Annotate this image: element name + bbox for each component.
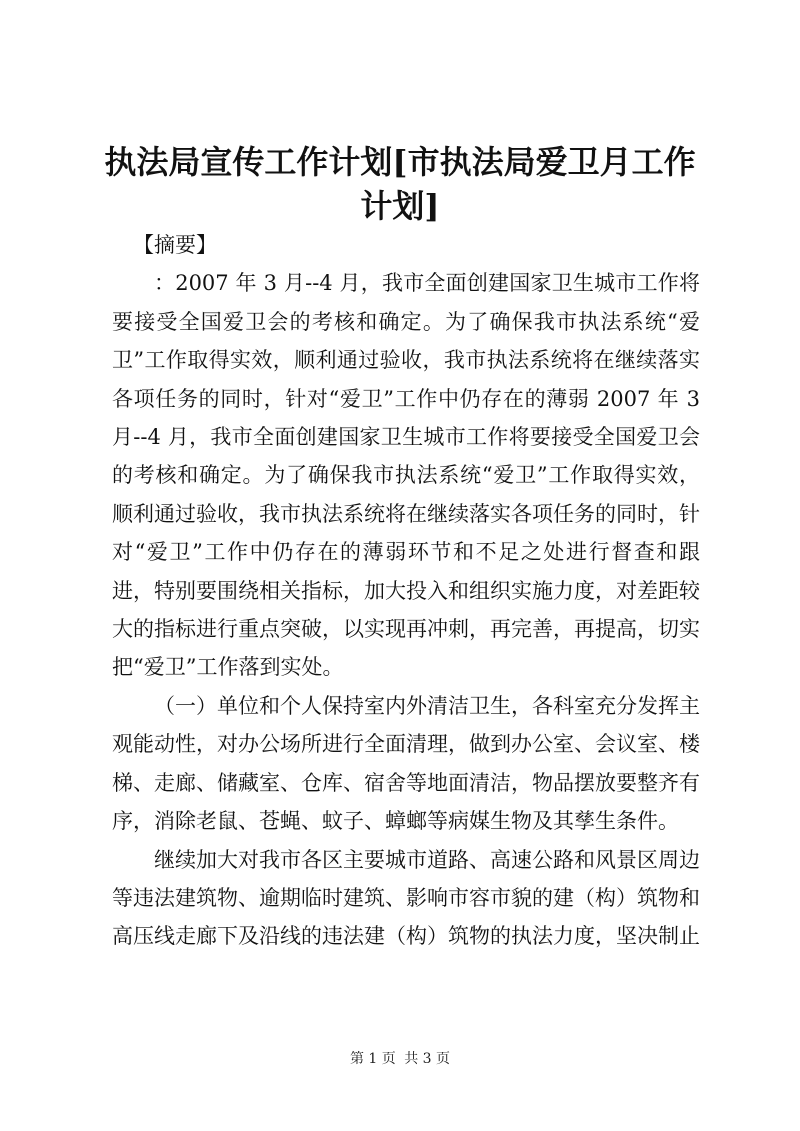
abstract-label: 【摘要】 bbox=[133, 233, 217, 257]
document-title: 执法局宣传工作计划[市执法局爱卫月工作计划] bbox=[104, 143, 696, 225]
paragraph-abstract: ：2007 年 3 月--4 月，我市全面创建国家卫生城市工作将要接受全国爱卫会的考核和确定。为了确保我市执法系统“爱卫”工作取得实效，顺利通过验收，我市执法系统将在继续落实各项任务的同时，针对“爱卫”工作中仍存在的薄弱 2007 年 3 月--4 月，我市全面创建国家卫生城市工作将要接受全国爱卫会的考核和确定。为了确保我市执法系统“爱卫”工作取得实效，顺利通过验收，我市执法系统将在继续落实各项任务的同时，针对“爱卫”工作中仍存在的薄弱环节和不足之处进行督查和跟进，特别要围绕相关指标，加大投入和组织实施力度，对差距较大的指标进行重点突破，以实现再冲刺，再完善，再提高，切实把“爱卫”工作落到实处。 bbox=[112, 271, 700, 680]
page-total: 共 3 页 bbox=[404, 1051, 451, 1067]
document-body bbox=[112, 226, 700, 956]
page-number: 第 1 页 bbox=[349, 1051, 396, 1067]
page-footer bbox=[0, 1049, 800, 1069]
paragraph-section-one: （一）单位和个人保持室内外清洁卫生，各科室充分发挥主观能动性，对办公场所进行全面清理，做到办公室、会议室、楼梯、走廊、储藏室、仓库、宿舍等地面清洁，物品摆放要整齐有序，消除老鼠、苍蝇、蚊子、蟑螂等病媒生物及其孳生条件。 bbox=[112, 693, 700, 834]
paragraph-continued: 继续加大对我市各区主要城市道路、高速公路和风景区周边等违法建筑物、逾期临时建筑、影响市容市貌的建（构）筑物和高压线走廊下及沿线的违法建（构）筑物的执法力度，坚决制止 bbox=[112, 847, 700, 949]
